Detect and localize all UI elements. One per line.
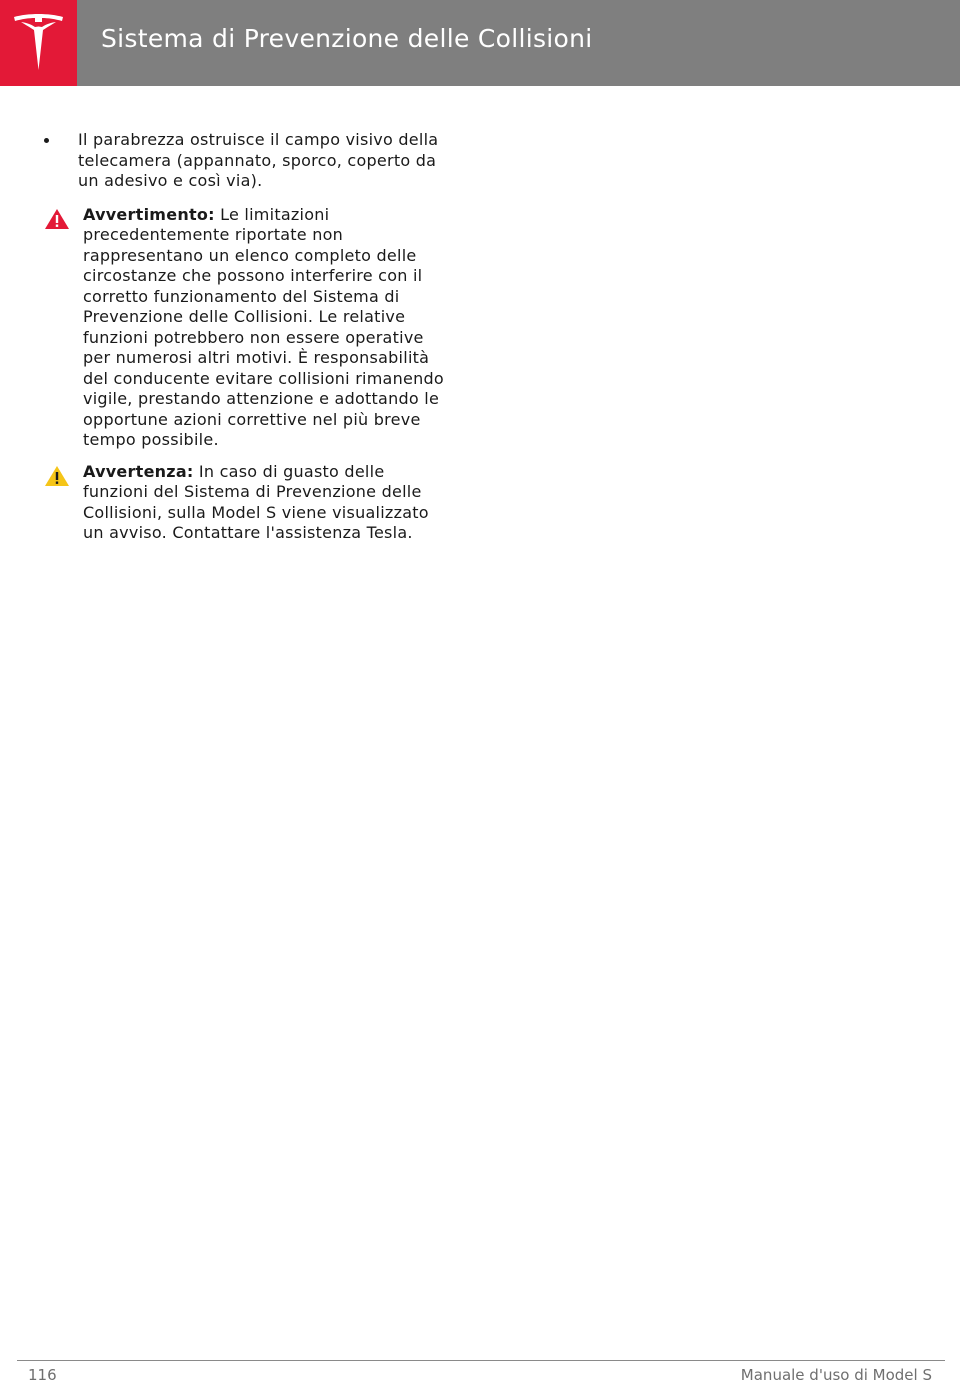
page-title: Sistema di Prevenzione delle Collisioni: [101, 24, 593, 53]
list-item: [44, 130, 444, 192]
tesla-logo: [0, 0, 77, 86]
footer-divider: [17, 1360, 945, 1361]
caution-notice: [44, 462, 444, 544]
warning-label: Avvertimento:: [83, 204, 215, 224]
tesla-logo-icon: [12, 14, 65, 72]
footer-title: Manuale d'uso di Model S: [740, 1366, 932, 1384]
warning-text: Le limitazioni precedentemente riportate non rappresentano un elenco completo delle circostanze che possono interferire con il corretto funzionamento del Sistema di Prevenzione delle Collisioni. Le relative funzioni potrebbero non essere operative per numerosi altri motivi. È responsabilità del conducente evitare collisioni rimanendo vigile, prestando attenzione e adottando le opportune azioni correttive nel più breve tempo possibile.: [83, 204, 444, 449]
warning-triangle-red-icon: [44, 208, 70, 230]
caution-label: Avvertenza:: [83, 461, 194, 481]
list-item-text: Il parabrezza ostruisce il campo visivo della telecamera (appannato, sporco, coperto da un adesivo e così via).: [78, 130, 439, 190]
caution-triangle-yellow-icon: [44, 465, 70, 487]
warning-notice: [44, 205, 444, 451]
bullet-icon: [44, 138, 49, 143]
page-number: 116: [28, 1366, 57, 1384]
main-content: [44, 130, 444, 555]
caution-text: In caso di guasto delle funzioni del Sistema di Prevenzione delle Collisioni, sulla Model S viene visualizzato un avviso. Contattare l'assistenza Tesla.: [83, 461, 429, 542]
page-header: [0, 0, 960, 86]
